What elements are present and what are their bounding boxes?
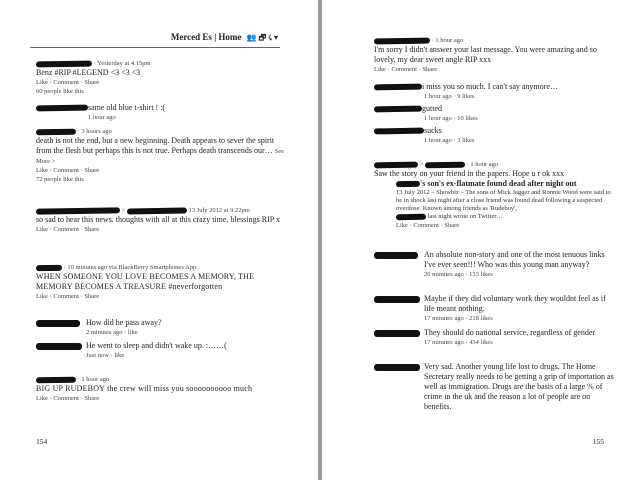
redacted-name xyxy=(36,60,92,67)
redacted-name xyxy=(36,264,62,270)
post-time: 13 July 2012 at 9.22pm xyxy=(188,207,250,214)
redacted-name xyxy=(36,376,76,383)
post-actions[interactable]: Like · Comment · Share xyxy=(36,226,100,233)
comment xyxy=(36,103,286,122)
post xyxy=(374,36,609,74)
post-text: WHEN SOMEONE YOU LOVE BECOMES A MEMORY, THE MEMORY BECOMES A TREASURE #neverforgotten xyxy=(36,272,255,291)
comment-text: gutted xyxy=(422,104,442,113)
post-actions[interactable]: Like · Comment · Share xyxy=(374,66,438,73)
header-nav xyxy=(171,32,278,46)
header-separator: | xyxy=(214,32,217,42)
article-summary: 13 July 2012 – Showbiz – The sons of Mick Jagger and Ronnie Wood were said to be in shock last night after a close friend was found dead following a suspected overdose. Known among friends as 'Rudeboy', xyxy=(396,189,611,212)
comment-text: same old blue t-shirt ! :( xyxy=(88,103,166,112)
post-time: · 10 minutes ago via BlackBerry Smartphones App xyxy=(63,264,197,271)
comment-meta: 1 hour ago · 3 likes xyxy=(424,137,475,144)
post-actions[interactable]: Like · Comment · Share xyxy=(36,395,100,402)
redacted-name xyxy=(36,105,88,112)
left-page xyxy=(0,0,318,480)
facebook-header xyxy=(30,30,280,48)
share-arrow: > xyxy=(121,207,126,214)
comment-meta: 1 hour ago xyxy=(88,114,116,121)
redacted-name xyxy=(374,296,420,303)
post-actions[interactable]: Like · Comment · Share xyxy=(36,79,100,86)
post-text: Saw the story on your friend in the papers. Hope u r ok xxx xyxy=(374,169,565,178)
dropdown-icon[interactable]: ▾ xyxy=(273,33,278,42)
comment xyxy=(374,294,614,323)
share-arrow: > xyxy=(419,161,424,168)
post-text: so sad to hear this news. thoughts with all at this crazy time. blessings RIP x xyxy=(36,215,280,224)
comment-text: An absolute non-story and one of the most tenuous links I've ever seen!!! Who was this young man anyway? xyxy=(424,250,605,269)
redacted-name xyxy=(374,364,420,371)
comment-text: Very sad. Another young life lost to drugs. The Home Secretary really needs to be getting a grip of importation as well as immigration. Drugs are the basis of a large % of crime in the uk and the reason a lot of people are on benefits. xyxy=(424,362,614,411)
comment-text: i miss you so much. I can't say anymore… xyxy=(422,82,558,91)
comment-meta: 2 minutes ago · like xyxy=(86,329,138,336)
article-headline[interactable]: 's son's ex-flatmate found dead after night out xyxy=(420,179,577,188)
post-time: · Yesterday at 4.15pm xyxy=(93,60,151,67)
post xyxy=(36,59,286,96)
shared-post xyxy=(374,160,614,230)
post xyxy=(36,375,288,403)
post xyxy=(36,127,288,184)
comment-text: He went to sleep and didn't wake up. :……( xyxy=(86,341,227,350)
article-summary-tail: last night wrote on Twitter… xyxy=(427,213,503,220)
header-profile-name[interactable]: Merced Es xyxy=(170,32,212,42)
friends-icon[interactable]: 👥 xyxy=(246,33,257,42)
post-time: · 1 hour ago xyxy=(431,37,464,44)
post-text: Benz #RIP #LEGEND <3 <3 <3 xyxy=(36,68,141,77)
post-likes[interactable]: 60 people like this xyxy=(36,88,84,95)
comment-meta: 17 minutes ago · 434 likes xyxy=(424,339,493,346)
comment xyxy=(374,104,609,123)
comment xyxy=(374,82,609,101)
comment xyxy=(36,318,286,337)
redacted-name xyxy=(36,343,82,350)
shared-article[interactable] xyxy=(396,179,614,230)
redacted-name xyxy=(36,128,76,135)
post-actions[interactable]: Like · Comment · Share xyxy=(36,293,100,300)
post-text: death is not the end, but a new beginning. Death appears to sever the spirit from the flesh but perhaps this is not true. Perhaps death transcends our… xyxy=(36,136,275,155)
post-text: BIG UP RUDEBOY the crew will miss you soooooooooo much xyxy=(36,384,253,393)
redacted-name xyxy=(36,320,80,327)
comment xyxy=(374,328,614,347)
post-likes[interactable]: 72 people like this xyxy=(36,176,84,183)
redacted-name xyxy=(374,84,422,91)
post-time: · 1 hour ago xyxy=(77,376,110,383)
redacted-name xyxy=(36,207,120,214)
post xyxy=(36,206,288,234)
comment-meta: 20 minutes ago · 133 likes xyxy=(424,271,493,278)
right-page xyxy=(322,0,640,480)
post xyxy=(36,263,288,301)
post-text: I'm sorry I didn't answer your last message. You were amazing and so lovely. my dear sweet angle RIP xxx xyxy=(374,45,597,64)
comment xyxy=(374,126,609,145)
post-actions[interactable]: Like · Comment · Share xyxy=(36,167,100,174)
comment-text: They should do national service, regardless of gender xyxy=(424,328,596,337)
post-time: · 1 hour ago xyxy=(466,161,499,168)
redacted-name xyxy=(127,207,187,214)
notifications-icon[interactable]: ☇ xyxy=(268,33,272,42)
post-actions[interactable]: Like · Comment · Share xyxy=(396,222,460,229)
post-time: · 3 hours ago xyxy=(77,128,112,135)
page-number: 154 xyxy=(36,437,48,446)
redacted-name xyxy=(425,161,465,168)
redacted-name xyxy=(374,37,430,44)
comment-meta: 1 hour ago · 9 likes xyxy=(424,93,475,100)
comment-meta: 1 hour ago · 10 likes xyxy=(424,115,478,122)
see-more-link[interactable]: See More > xyxy=(36,148,285,165)
redacted-name xyxy=(374,128,424,135)
comment xyxy=(374,250,614,279)
redacted-name xyxy=(374,106,422,113)
header-home-link[interactable]: Home xyxy=(218,32,242,42)
comment-meta: Just now · like xyxy=(86,352,125,359)
page-number: 155 xyxy=(592,437,604,446)
redacted-name xyxy=(396,213,426,220)
comment-text: Maybe if they did voluntary work they wouldnt feel as if life meant nothing. xyxy=(424,294,606,313)
messages-icon[interactable]: 🗗 xyxy=(258,33,267,42)
comment xyxy=(374,362,614,412)
redacted-name xyxy=(374,330,420,337)
comment-meta: 17 minutes ago · 218 likes xyxy=(424,315,493,322)
redacted-name xyxy=(374,252,418,259)
comment-text: sucks xyxy=(424,126,442,135)
redacted-name xyxy=(374,161,418,168)
comment xyxy=(36,341,286,360)
redacted-name xyxy=(396,181,420,187)
comment-text: How did he pass away? xyxy=(86,318,162,327)
